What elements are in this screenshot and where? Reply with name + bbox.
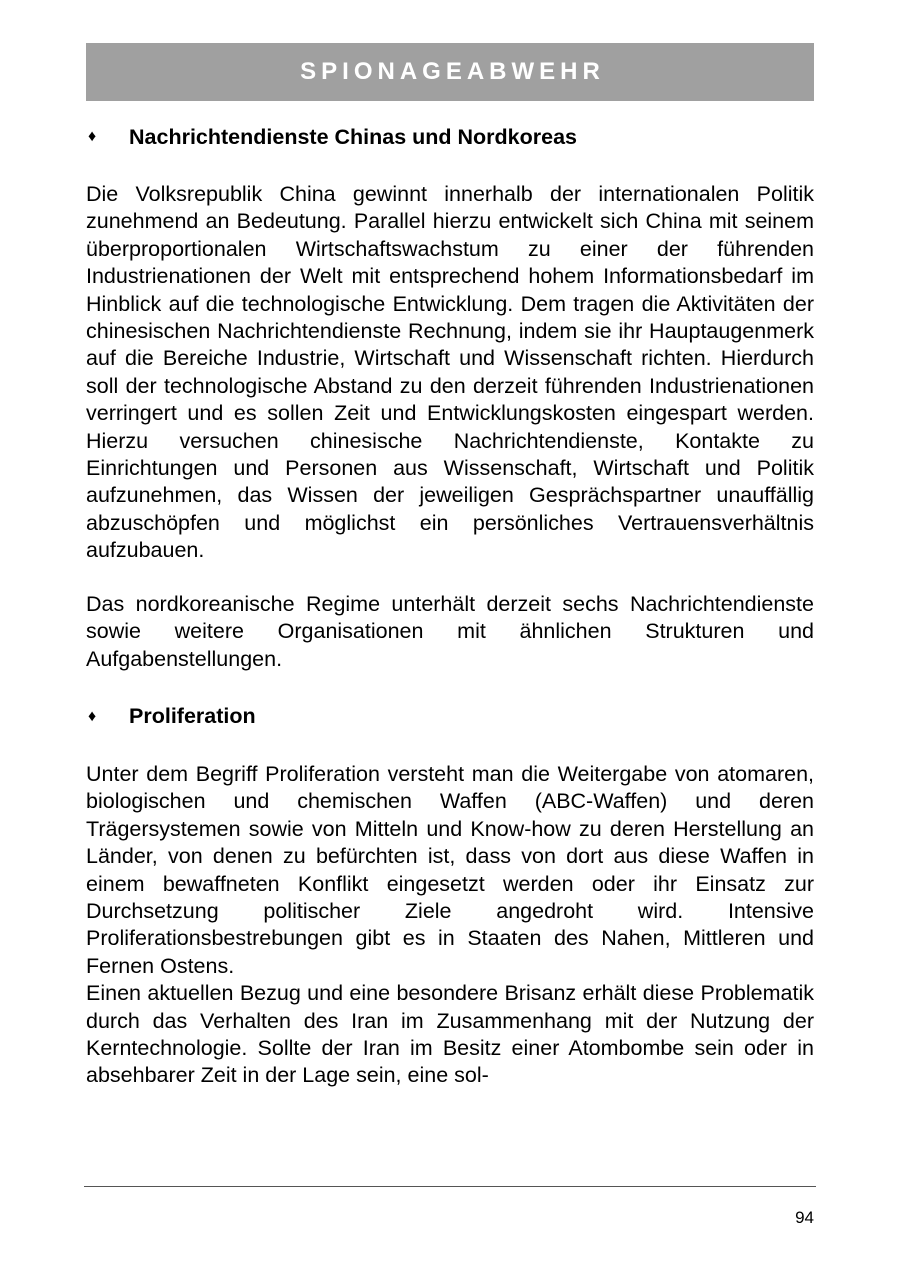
section-heading-text: Nachrichtendienste Chinas und Nordkoreas: [129, 124, 578, 149]
paragraph-proliferation-definition: Unter dem Begriff Proliferation versteht man die Weitergabe von atomaren, biologischen und chemischen Waffen (ABC-Waffen) und deren Trägersystemen sowie von Mitteln und Know-how zu deren Herstellung an Länder, von denen zu befürchten ist, dass von dort aus diese Waffen in einem bewaffneten Konflikt eingesetzt werden oder ihr Einsatz zur Durchsetzung politischer Ziele angedroht wird. Intensive Proliferationsbestrebungen gibt es in Staaten des Nahen, Mittleren und Fernen Ostens.: [86, 761, 814, 978]
diamond-bullet-icon: ♦: [88, 707, 97, 725]
section-heading-text: Proliferation: [129, 704, 256, 729]
paragraph-china: Die Volksrepublik China gewinnt innerhalb der internationalen Politik zunehmend an Bedeutung. Parallel hierzu entwickelt sich China mit seinem überproportionalen Wirtschaftswachstum zu einer der führenden Industrienationen der Welt mit entsprechend hohem Informationsbedarf im Hinblick auf die technologische Entwicklung. Dem tragen die Aktivitäten der chinesischen Nachrichtendienste Rechnung, indem sie ihr Hauptaugenmerk auf die Bereiche Industrie, Wirtschaft und Wissenschaft richten. Hierdurch soll der technologische Abstand zu den derzeit führenden Industrienationen verringert und es sollen Zeit und Entwicklungskosten eingespart werden. Hierzu versuchen chinesische Nachrichtendienste, Kontakte zu Einrichtungen und Personen aus Wissenschaft, Wirtschaft und Politik aufzunehmen, das Wissen der jeweiligen Gesprächspartner unauffällig abzuschöpfen und möglichst ein persönliches Vertrauensverhältnis aufzubauen.: [86, 182, 814, 563]
page-header-bar: [86, 43, 814, 101]
page-content: [86, 119, 814, 1090]
page-header-title: SPIONAGEABWEHR: [300, 58, 605, 85]
paragraph-proliferation-iran: Einen aktuellen Bezug und eine besondere Brisanz erhält diese Problematik durch das Verhalten des Iran im Zusammenhang mit der Nutzung der Kerntechnologie. Sollte der Iran im Besitz einer Atombombe sein oder in absehbarer Zeit in der Lage sein, eine sol-: [86, 981, 814, 1088]
paragraph-nordkorea: Das nordkoreanische Regime unterhält derzeit sechs Nachrichtendienste sowie weitere Organisationen mit ähnlichen Strukturen und Aufgabenstellungen.: [86, 591, 814, 671]
section-heading-china-nordkorea: [86, 119, 814, 155]
section-heading-proliferation: [86, 699, 814, 735]
footer-divider: [84, 1186, 816, 1187]
page-number: 94: [795, 1208, 814, 1227]
diamond-bullet-icon: ♦: [88, 128, 97, 145]
